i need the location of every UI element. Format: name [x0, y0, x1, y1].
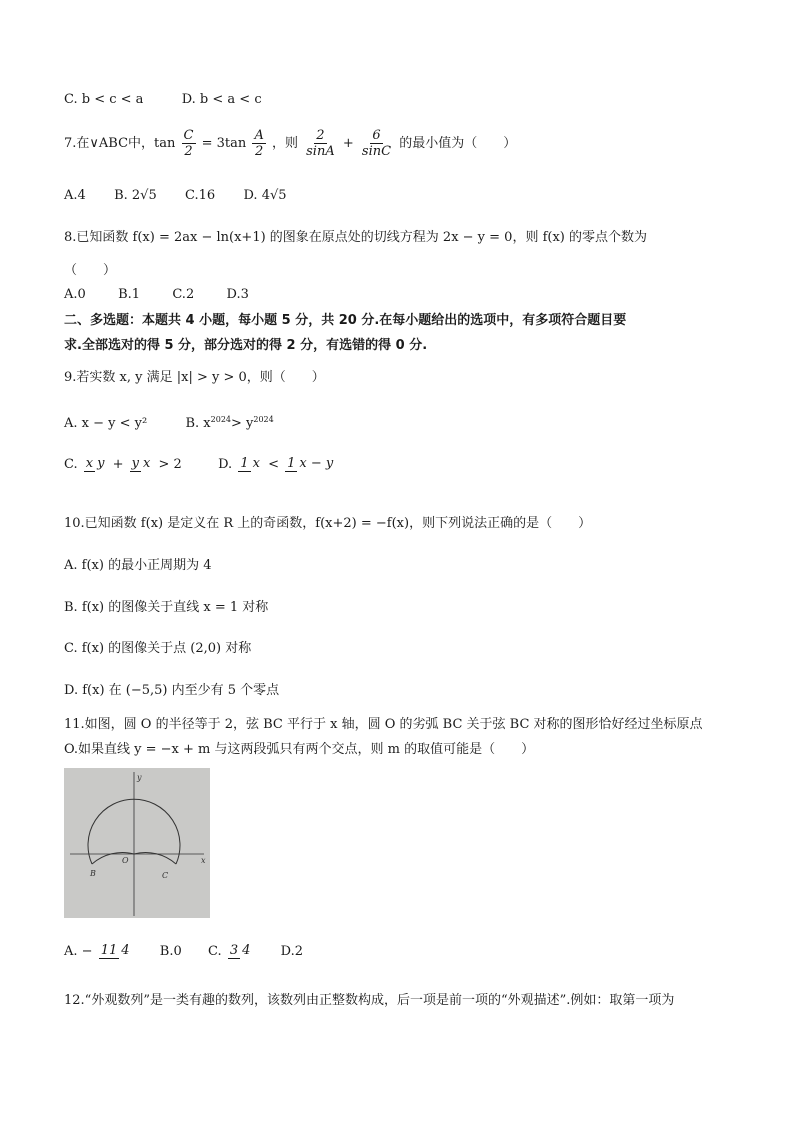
label-y: y [137, 773, 142, 782]
q11-figure-svg [64, 768, 210, 918]
q7-frac-a-over-2: $\frac{A}{2}$ [254, 128, 264, 159]
q9-stem: 9.若实数 x, y 满足 |x| > y > 0，则（ ） [64, 370, 325, 385]
q6-option-d: D. b < a < c [181, 92, 262, 107]
q9-option-d: D. 1 x < 1 x − y [218, 456, 334, 472]
q6-options [64, 91, 262, 109]
q6-option-c: C. b < c < a [64, 92, 144, 107]
q10-option-a: A. f(x) 的最小正周期为 4 [64, 558, 212, 573]
q8-options [64, 286, 249, 304]
q11-stem-line1: 11.如图，圆 O 的半径等于 2，弦 BC 平行于 x 轴，圆 O 的劣弧 BC 关于弦 BC 对称的图形恰好经过坐标原点 [64, 717, 703, 732]
q9-option-b: B. $x^{2024}> y^{2024}$ [185, 415, 274, 432]
q7-frac-c-over-2: $\frac{C}{2}$ [183, 128, 194, 159]
label-b: B [90, 869, 96, 878]
section2-heading-line2: 求.全部选对的得 5 分，部分选对的得 2 分，有选错的得 0 分. [64, 338, 428, 353]
q7-option-c: C.16 [185, 188, 216, 203]
q11-stem-line2: O.如果直线 y = −x + m 与这两段弧只有两个交点，则 m 的取值可能是（ ） [64, 742, 535, 757]
q7-option-d: D. 4√5 [243, 188, 287, 203]
q7-frac-6-over-sinc: $\frac{6}{\sin C}$ [361, 128, 392, 159]
q8-option-a: A.0 [64, 287, 86, 302]
q7-option-a: A.4 [64, 188, 86, 203]
q8-stem: 8.已知函数 f(x) = 2ax − ln(x+1) 的图象在原点处的切线方程为 2x − y = 0，则 f(x) 的零点个数为 [64, 230, 648, 245]
q11-options [64, 942, 303, 961]
q7-stem: 7.在∨ABC中，tan $\frac{C}{2}$ = 3tan $\frac{A}{2}$ ，则 $\frac{2}{\sin A}$ + $\frac{6}{\sin C}$ 的最小值为（ ） [64, 128, 517, 159]
q8-option-b: B.1 [118, 287, 141, 302]
q11-option-c: C. 3 4 [208, 943, 251, 959]
label-x: x [201, 856, 206, 865]
q7-option-b: B. 2√5 [114, 188, 157, 203]
section2-heading-line1: 二、多选题：本题共 4 小题，每小题 5 分，共 20 分.在每小题给出的选项中，有多项符合题目要 [64, 313, 627, 328]
q11-option-d: D.2 [280, 943, 304, 959]
q11-figure [64, 768, 210, 918]
q12-stem: 12.“外观数列”是一类有趣的数列，该数列由正整数构成，后一项是前一项的“外观描述”.例如：取第一项为 [64, 993, 675, 1008]
q9-option-c: C. x y + y x > 2 [64, 456, 182, 472]
q11-option-b: B.0 [159, 943, 182, 959]
q7-options [64, 187, 287, 205]
q8-option-c: C.2 [172, 287, 195, 302]
q8-stem-bracket: （ ） [64, 263, 117, 278]
q10-stem: 10.已知函数 f(x) 是定义在 R 上的奇函数，f(x+2) = −f(x)，则下列说法正确的是（ ） [64, 516, 592, 531]
q11-option-a: A. − 11 4 [64, 943, 130, 959]
q10-option-d: D. f(x) 在 (−5,5) 内至少有 5 个零点 [64, 683, 280, 698]
q10-option-c: C. f(x) 的图像关于点 (2,0) 对称 [64, 641, 252, 656]
q10-option-b: B. f(x) 的图像关于直线 x = 1 对称 [64, 600, 269, 615]
q9-option-a: A. x − y < y² [64, 416, 148, 432]
label-c: C [162, 871, 169, 880]
q7-frac-2-over-sina: $\frac{2}{\sin A}$ [306, 128, 335, 159]
q9-options-cd [64, 455, 337, 474]
q9-options-ab [64, 411, 274, 433]
label-origin: O [122, 856, 129, 865]
q8-option-d: D.3 [226, 287, 249, 302]
